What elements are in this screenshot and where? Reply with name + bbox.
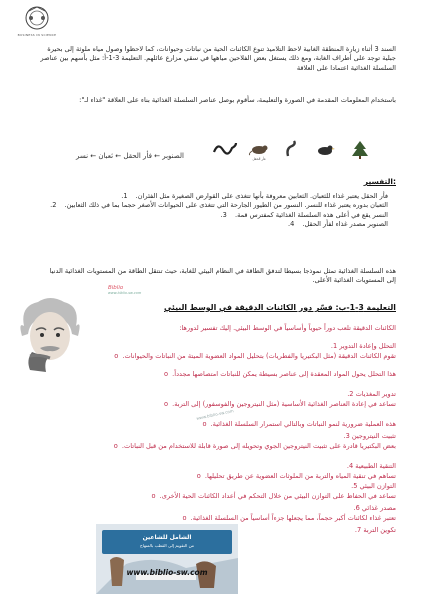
bullet-icon: o: [164, 370, 169, 378]
list-item: [86, 420, 396, 429]
list-item: [86, 352, 396, 361]
bullet-icon: o: [196, 472, 201, 480]
food-chain-answer: الصنوبر ← فأر الحقل ← ثعبان ← نسر: [76, 152, 184, 160]
list-item: [40, 201, 388, 210]
food-chain-pictures: [212, 140, 412, 166]
list-item-number: 3.: [220, 210, 227, 219]
list-item: [86, 472, 396, 481]
promo-banner: [96, 524, 238, 594]
bullet-icon: o: [151, 492, 156, 500]
crest-icon: [18, 5, 56, 35]
task-paragraph: باستخدام المعلومات المقدمة في الصورة والتعليمة، سأقوم بوصل عناصر السلسلة الغذائية بناء على العلاقة "غذاء لـ":: [79, 96, 396, 104]
bullet-icon: o: [182, 514, 187, 522]
publisher-name: BUSINESS IN SCIENCE: [17, 33, 57, 37]
list-item: [86, 370, 396, 379]
intro-paragraph: السند 3 أثناء زيارة المنطقة الغابية لاحظ التلاميذ تنوع الكائنات الحية من نباتات وحيوانات، كما لاحظوا وصول مياه ملوثة إلى بحيرة جبلية توجد على أطراف الغابة، ومع ذلك يستغل بعض الفلاحين مياهها في سقي مزارع عائلهم. التعليمة 3-1-أ: مثل بأسهم بين عناصر السلسلة الغذائية اعتمادا على العلاقة: [40, 45, 396, 72]
bird-icon: [314, 143, 336, 157]
list-item-text: تقوم الكائنات الدقيقة (مثل البكتيريا والفطريات) بتحليل المواد العضوية الميتة من النباتات والحيوانات.: [122, 352, 396, 360]
list-item-text: هذا التحلل يحول المواد المعقدة إلى عناصر بسيطة يمكن للنباتات امتصاصها مجدداً.: [172, 370, 396, 378]
summary-paragraph: هذه السلسلة الغذائية تمثل نموذجا بسيطا لتدفق الطاقة في النظام البيئي للغابة، حيث تنتقل الطاقة من المستويات الغذائية الدنيا إلى المستويات الغذائية الأعلى.: [49, 267, 396, 285]
watermark-brand: Biblio: [108, 285, 124, 291]
explanation-list: [40, 192, 388, 230]
banner-url: www.biblio-sw.com: [126, 568, 208, 577]
list-item-text: فأر الحقل يعتبر غذاء للثعبان. الثعابين معروفة بأنها تتغذى على القوارض الصغيرة مثل الفئران.: [135, 192, 388, 200]
intro2-paragraph: الكائنات الدقيقة تلعب دوراً حيوياً وأساسياً في الوسط البيئي. إليك تفسير لدورها:: [179, 324, 396, 332]
list-item-text: مصدر غذائي 6.: [353, 504, 396, 512]
list-item: [40, 192, 388, 201]
list-item-text: تساعد في إعادة العناصر الغذائية الأساسية (مثل النيتروجين والفوسفور) إلى التربة.: [172, 400, 396, 408]
list-item-text: تساعد في الحفاظ على التوازن البيئي من خلال التحكم في أعداد الكائنات الحية الأخرى.: [159, 492, 396, 500]
list-item-text: تعتبر غذاء لكائنات أكبر حجماً، مما يجعلها جزءاً أساسياً من السلسلة الغذائية.: [190, 514, 396, 522]
list-item-number: 2.: [50, 201, 57, 210]
list-item-text: التحلل وإعادة التدوير 1.: [330, 342, 396, 350]
section-heading: التعليمة 3-1-ب: فسّر دور الكائنات الدقيقة في الوسط البيئي: [164, 303, 396, 312]
list-item-text: تدوير المغذيات 2.: [347, 390, 396, 398]
list-item-text: تكوين التربة 7.: [354, 526, 396, 534]
pine-icon: [350, 140, 370, 160]
einstein-portrait: [16, 296, 84, 374]
list-item: [86, 514, 396, 523]
portrait-icon: [16, 296, 84, 374]
list-item: [354, 504, 396, 513]
banner-subtitle: من التقويم إلى القطب بالمنهاج: [139, 543, 195, 548]
worm-icon: [284, 140, 300, 158]
bullet-icon: o: [202, 420, 207, 428]
list-item: [86, 400, 396, 409]
list-item: [331, 342, 396, 351]
bullet-icon: o: [114, 352, 119, 360]
list-item-text: التوازن البيئي 5.: [351, 482, 396, 490]
list-item: [343, 432, 396, 441]
bullet-icon: o: [163, 400, 169, 408]
list-item-text: تثبيت النيتروجين 3.: [343, 432, 396, 440]
watermark-url-2: www.biblio-sw.com: [195, 408, 235, 421]
banner-title: الشامل للشاعين: [142, 534, 192, 541]
watermark-url: www.biblio-sw.com: [108, 291, 142, 295]
list-item: [347, 390, 396, 399]
list-item: [40, 211, 388, 220]
list-item: [355, 526, 396, 535]
snake-icon: [212, 140, 238, 158]
animal-label: فأر الحقل: [252, 157, 266, 161]
list-item-text: النسر يقع في أعلى هذه السلسلة الغذائية كمفترس قمة.: [234, 210, 388, 219]
list-item: [351, 482, 396, 491]
mouse-icon: [248, 142, 270, 156]
list-item-number: 4.: [287, 220, 295, 229]
list-item-text: التنقية الطبيعية 4.: [346, 462, 396, 470]
list-item-text: الصنوبر مصدر غذاء لفأر الحقل.: [302, 220, 388, 229]
watermark: [108, 285, 148, 295]
list-item: [40, 220, 388, 229]
list-item-text: هذه العملية ضرورية لنمو النباتات وبالتالي استمرار السلسلة الغذائية.: [210, 420, 396, 428]
list-item-text: بعض البكتيريا قادرة على تثبيت النيتروجين الجوي وتحويله إلى صورة قابلة للاستخدام من قبل النباتات.: [121, 442, 396, 450]
list-item: [86, 492, 396, 501]
tafsir-heading: التفسير:: [363, 177, 396, 186]
bullet-icon: o: [113, 442, 118, 450]
list-item: [86, 442, 396, 451]
list-item-number: 1.: [121, 192, 128, 200]
list-item-text: تساهم في تنقية المياه والتربة من الملوثات العضوية عن طريق تحليلها.: [204, 472, 396, 480]
list-item: [347, 462, 396, 471]
list-item-text: الثعبان بدوره يعتبر غذاء للنسر. النسور من الطيور الجارحة التي تتغذى على الحيوانات الأصغر حجما بما في ذلك الثعابين.: [64, 201, 388, 210]
